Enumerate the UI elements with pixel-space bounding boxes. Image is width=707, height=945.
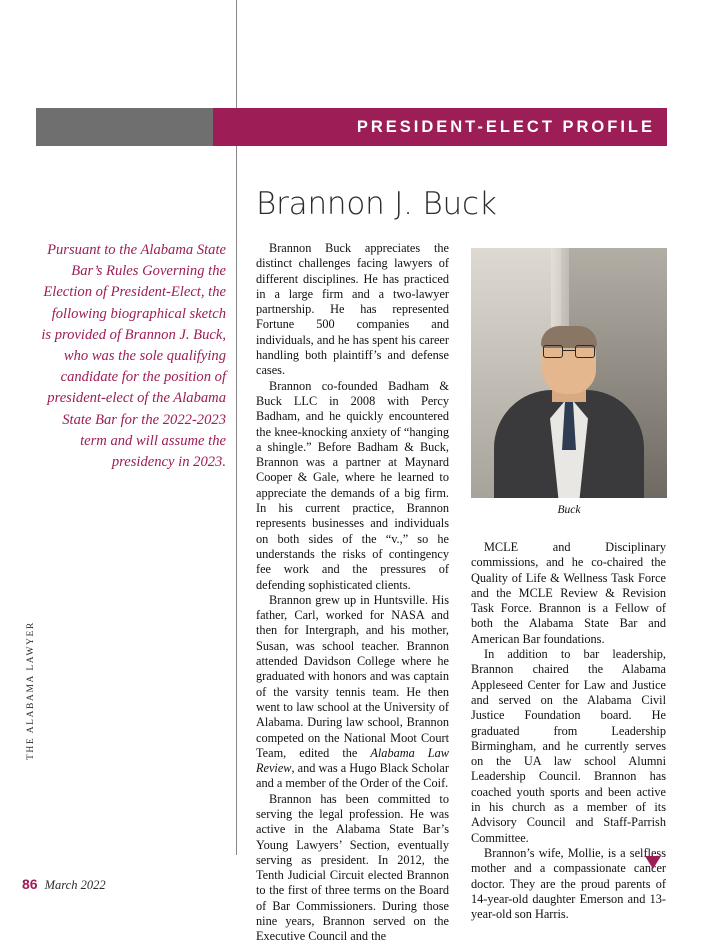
header-gray-block bbox=[36, 108, 213, 146]
portrait-photo bbox=[471, 248, 667, 498]
photo-subject bbox=[494, 348, 644, 498]
end-of-article-triangle bbox=[645, 856, 661, 869]
glasses-icon bbox=[543, 345, 595, 358]
page-title: Brannon J. Buck bbox=[256, 186, 497, 222]
running-head: THE ALABAMA LAWYER bbox=[26, 621, 36, 760]
paragraph: Brannon co-founded Badham & Buck LLC in 2008 with Percy Badham, and he quickly encountered the knee-knocking anxiety of “hanging a shingle.” Before Badham & Buck, Brannon was a partner at Maynard Cooper & Gale, where he learned to appreciate the demands of a big firm. In his current practice, Brannon represents businesses and individuals on both sides of the “v.,” so he understands the risks of contingency fee work and the pressures of defending sophisticated clients. bbox=[256, 378, 449, 592]
issue-date: March 2022 bbox=[44, 878, 106, 892]
paragraph: Brannon grew up in Huntsville. His father, Carl, worked for NASA and then for Intergraph, and his mother, Susan, was school teacher. Brannon attended Davidson College where he graduated with honors and was captain of the varsity tennis team. He then went to law school at the University of Alabama. During law school, Brannon competed on the National Moot Court Team, edited the Alabama Law Review, and was a Hugo Black Scholar and a member of the Order of the Coif. bbox=[256, 592, 449, 791]
portrait-image bbox=[471, 248, 667, 498]
paragraph: Brannon’s wife, Mollie, is a selfless mother and a compassionate cancer doctor. They are the proud parents of 14-year-old daughter Emerson and 13-year-old son Harris. bbox=[471, 845, 666, 922]
paragraph: Brannon has been committed to serving the legal profession. He was active in the Alabama State Bar’s Young Lawyers’ Section, eventually serving as president. In 2012, the Tenth Judicial Circuit elected Brannon to the first of three terms on the Board of Bar Commissioners. During those nine years, Brannon served on the Executive Council and the bbox=[256, 791, 449, 944]
page-number: 86 bbox=[22, 876, 38, 892]
paragraph: In addition to bar leadership, Brannon chaired the Alabama Appleseed Center for Law and Justice and served on the Alabama Civil Justice Foundation board. He graduated from Leadership Birmingham, and he currently serves on the UA law school Alumni Leadership Council. Brannon has coached youth sports and been active in his church as a member of its Advisory Council and Staff-Parrish Committee. bbox=[471, 647, 666, 845]
glasses-left-lens bbox=[543, 345, 563, 358]
paragraph: Brannon Buck appreciates the distinct challenges facing lawyers of different disciplines. He has practiced in a large firm and a two-lawyer partnership. He has represented Fortune 500 companies and individuals, and he has spent his career handling both plaintiff’s and defense cases. bbox=[256, 241, 449, 378]
header-maroon-block bbox=[213, 108, 667, 146]
section-header-band bbox=[36, 108, 667, 146]
paragraph: MCLE and Disciplinary commissions, and he co-chaired the Quality of Life & Wellness Task Force and the MCLE Review & Revision Task Force. Brannon is a Fellow of both the Alabama State Bar and American Bar foundations. bbox=[471, 540, 666, 646]
page-footer bbox=[22, 876, 106, 893]
glasses-bridge bbox=[563, 350, 575, 351]
journal-title: Alabama Law Review bbox=[256, 745, 449, 776]
body-column-left bbox=[256, 241, 449, 945]
glasses-right-lens bbox=[575, 345, 595, 358]
photo-caption: Buck bbox=[557, 504, 581, 516]
section-title: PRESIDENT-ELECT PROFILE bbox=[356, 117, 655, 136]
body-column-right bbox=[471, 540, 666, 922]
pull-quote: Pursuant to the Alabama State Bar’s Rules Governing the Election of President-Elect, the following biographical sketch is provided of Brannon J. Buck, who was the sole qualifying candidate for the position of president-elect of the Alabama State Bar for the 2022-2023 term and will assume the presidency in 2023. bbox=[41, 242, 226, 471]
